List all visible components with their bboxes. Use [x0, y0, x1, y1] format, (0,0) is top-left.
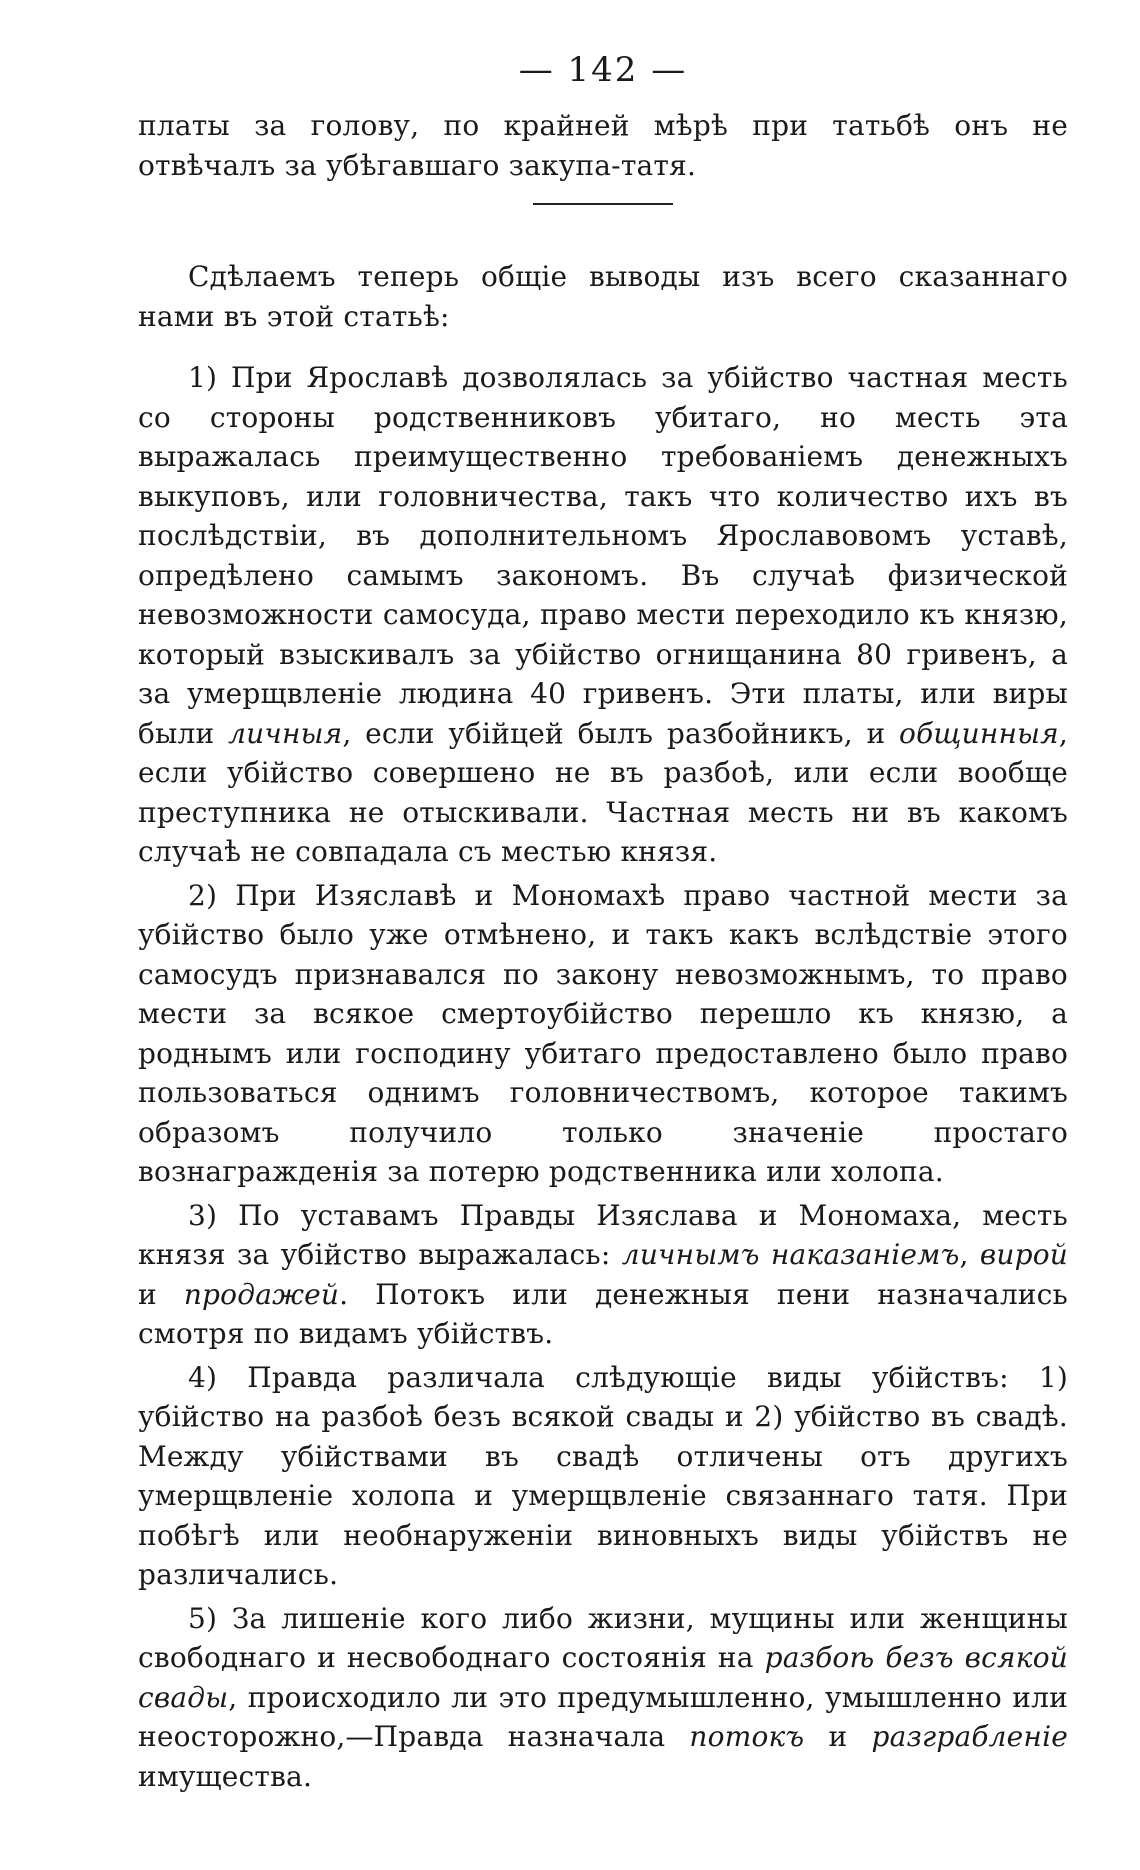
- conclusion-2: 2) При Изяславѣ и Мономахѣ право частной мести за убійство было уже отмѣнено, и такъ какъ вслѣдствіе этого самосудъ признавался по закону невозможнымъ, то право мести за всякое смертоубійство перешло къ князю, а роднымъ или господину убитаго предоставлено было право пользоваться однимъ головничествомъ, которое такимъ образомъ получило только значеніе простаго вознагражденія за потерю родственника или холопа.: [138, 878, 1068, 1188]
- conclusion-3-italic-1: личнымъ наказаніемъ: [621, 1238, 960, 1271]
- conclusion-4: 4) Правда различала слѣдующіе виды убійствъ: 1) убійство на разбоѣ безъ всякой свады и 2) убійство въ свадѣ. Между убійствами въ свадѣ отличены отъ другихъ умерщвленіе холопа и умерщвленіе связаннаго татя. При побѣгѣ или необнаруженіи виновныхъ виды убійствъ не различались.: [138, 1360, 1068, 1591]
- conclusion-1-text-a: 1) При Ярославѣ дозволялась за убійство частная месть со стороны родственниковъ убитаго, но месть эта выражалась преимущественно требованіемъ денежныхъ выкуповъ, или головничества, такъ что количество ихъ въ послѣдствіи, въ дополнительномъ Ярославовомъ уставѣ, опредѣлено самымъ закономъ. Въ случаѣ физической невозможности самосуда, право мести переходило къ князю, который взыскивалъ за убійство огнищанина 80 гривенъ, а за умерщвленіе людина 40 гривенъ. Эти платы, или виры были: [138, 361, 1068, 750]
- conclusion-5-text-c: и: [804, 1720, 872, 1753]
- page-text: [138, 106, 1068, 1796]
- conclusion-3-italic-3: продажей: [183, 1277, 340, 1311]
- page-number: — 142 —: [518, 50, 688, 90]
- conclusion-5-italic-3: разграбленіе: [871, 1720, 1068, 1753]
- conclusion-3: [138, 1196, 1068, 1354]
- section-divider: [533, 203, 673, 205]
- conclusion-3-text-d: . Потокъ или денежныя пени назначались смотря по видамъ убійствъ.: [138, 1277, 1068, 1350]
- conclusion-1-italic-2: общинныя: [899, 716, 1059, 750]
- conclusion-3-text-a: 3) По уставамъ Правды Изяслава и Мономаха, месть князя за убійство выражалась:: [138, 1198, 1068, 1271]
- intro-paragraph: Сдѣлаемъ теперь общіе выводы изъ всего сказаннаго нами въ этой статьѣ:: [138, 260, 1068, 333]
- conclusion-3-text-c: и: [138, 1277, 184, 1311]
- conclusion-1: [138, 358, 1068, 872]
- continuation-paragraph: платы за голову, по крайней мѣрѣ при татьбѣ онъ не отвѣчалъ за убѣгавшаго закупа-татя.: [138, 109, 1068, 182]
- conclusion-1-text-c: , если убійство совершено не въ разбоѣ, или если вообще преступника не отыскивали. Частная месть ни въ какомъ случаѣ не совпадала съ местью князя.: [138, 716, 1068, 868]
- conclusion-5-text-b: , происходило ли это предумышленно, умышленно или неосторожно,—Правда назначала: [138, 1680, 1068, 1753]
- conclusion-5-italic-2: потокъ: [689, 1720, 805, 1753]
- conclusion-5-italic-1: разбоѣ безъ всякой свады: [138, 1641, 1068, 1714]
- conclusion-5: [138, 1599, 1068, 1797]
- conclusion-3-text-b: ,: [959, 1238, 980, 1271]
- conclusion-1-text-b: , если убійцей былъ разбойникъ, и: [342, 716, 900, 750]
- conclusion-3-italic-2: вирой: [979, 1238, 1069, 1271]
- conclusion-5-text-a: 5) За лишеніе кого либо жизни, мущины или женщины свободнаго и несвободнаго состоянія на: [138, 1601, 1068, 1674]
- book-page: [138, 48, 1068, 1838]
- conclusion-1-italic-1: личныя: [228, 716, 343, 750]
- conclusion-5-text-d: имущества.: [138, 1759, 313, 1793]
